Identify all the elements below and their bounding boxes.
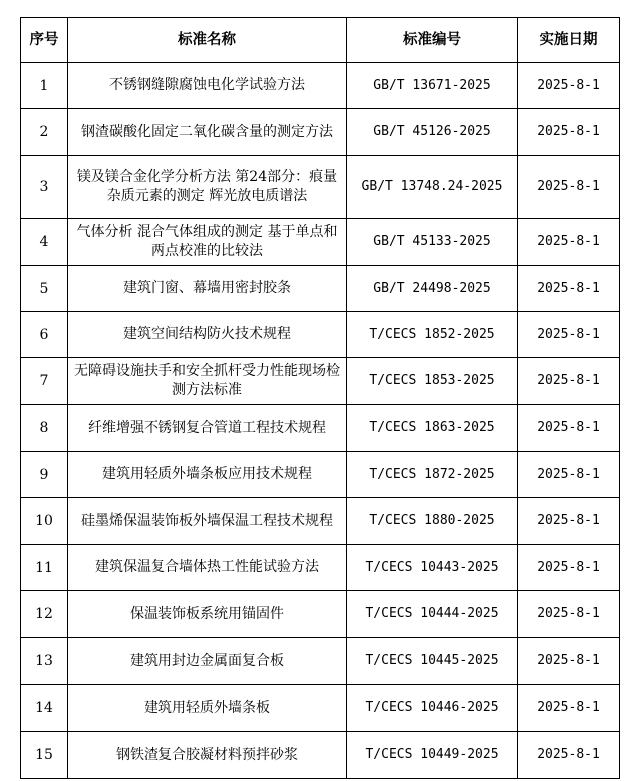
row-number: 11 <box>21 545 68 591</box>
row-standard-name: 纤维增强不锈钢复合管道工程技术规程 <box>68 405 347 452</box>
row-standard-code: T/CECS 1852-2025 <box>347 312 518 358</box>
row-number: 10 <box>21 498 68 545</box>
row-standard-code: T/CECS 1880-2025 <box>347 498 518 545</box>
row-standard-code: T/CECS 10445-2025 <box>347 638 518 685</box>
row-standard-code: GB/T 24498-2025 <box>347 266 518 312</box>
row-number: 7 <box>21 358 68 405</box>
table-header-row <box>21 18 620 63</box>
row-standard-name: 建筑用轻质外墙条板 <box>68 685 347 732</box>
row-standard-name: 建筑用轻质外墙条板应用技术规程 <box>68 452 347 498</box>
table-row <box>21 405 620 452</box>
table-row <box>21 591 620 638</box>
row-date: 2025-8-1 <box>518 732 620 779</box>
table-row <box>21 685 620 732</box>
row-standard-name: 建筑门窗、幕墙用密封胶条 <box>68 266 347 312</box>
row-date: 2025-8-1 <box>518 685 620 732</box>
row-standard-name: 不锈钢缝隙腐蚀电化学试验方法 <box>68 63 347 109</box>
row-date: 2025-8-1 <box>518 156 620 219</box>
row-date: 2025-8-1 <box>518 498 620 545</box>
row-standard-code: T/CECS 1863-2025 <box>347 405 518 452</box>
row-date: 2025-8-1 <box>518 452 620 498</box>
table-row <box>21 266 620 312</box>
row-date: 2025-8-1 <box>518 358 620 405</box>
row-date: 2025-8-1 <box>518 312 620 358</box>
row-number: 13 <box>21 638 68 685</box>
row-standard-code: GB/T 45133-2025 <box>347 219 518 266</box>
row-date: 2025-8-1 <box>518 638 620 685</box>
table-row <box>21 498 620 545</box>
row-date: 2025-8-1 <box>518 591 620 638</box>
row-standard-name: 气体分析 混合气体组成的测定 基于单点和两点校准的比较法 <box>68 219 347 266</box>
row-date: 2025-8-1 <box>518 405 620 452</box>
header-serial-number: 序号 <box>21 18 68 63</box>
row-standard-name: 无障碍设施扶手和安全抓杆受力性能现场检测方法标准 <box>68 358 347 405</box>
row-standard-name: 保温装饰板系统用锚固件 <box>68 591 347 638</box>
row-standard-name: 建筑用封边金属面复合板 <box>68 638 347 685</box>
row-number: 4 <box>21 219 68 266</box>
standards-table <box>20 17 620 779</box>
row-standard-code: T/CECS 1872-2025 <box>347 452 518 498</box>
row-date: 2025-8-1 <box>518 219 620 266</box>
table-row <box>21 156 620 219</box>
table-row <box>21 219 620 266</box>
table-row <box>21 63 620 109</box>
table-row <box>21 732 620 779</box>
row-standard-code: GB/T 13671-2025 <box>347 63 518 109</box>
table-row <box>21 452 620 498</box>
row-number: 1 <box>21 63 68 109</box>
row-standard-name: 建筑空间结构防火技术规程 <box>68 312 347 358</box>
row-date: 2025-8-1 <box>518 109 620 156</box>
row-standard-name: 建筑保温复合墙体热工性能试验方法 <box>68 545 347 591</box>
row-number: 3 <box>21 156 68 219</box>
header-standard-code: 标准编号 <box>347 18 518 63</box>
row-standard-code: GB/T 45126-2025 <box>347 109 518 156</box>
row-number: 5 <box>21 266 68 312</box>
row-number: 8 <box>21 405 68 452</box>
row-standard-code: T/CECS 1853-2025 <box>347 358 518 405</box>
row-number: 9 <box>21 452 68 498</box>
row-standard-name: 钢铁渣复合胶凝材料预拌砂浆 <box>68 732 347 779</box>
row-date: 2025-8-1 <box>518 266 620 312</box>
row-standard-code: T/CECS 10443-2025 <box>347 545 518 591</box>
row-standard-name: 镁及镁合金化学分析方法 第24部分：痕量杂质元素的测定 辉光放电质谱法 <box>68 156 347 219</box>
row-standard-code: T/CECS 10444-2025 <box>347 591 518 638</box>
row-date: 2025-8-1 <box>518 545 620 591</box>
row-number: 12 <box>21 591 68 638</box>
header-implementation-date: 实施日期 <box>518 18 620 63</box>
row-number: 6 <box>21 312 68 358</box>
row-standard-code: GB/T 13748.24-2025 <box>347 156 518 219</box>
row-standard-code: T/CECS 10449-2025 <box>347 732 518 779</box>
row-number: 14 <box>21 685 68 732</box>
row-number: 2 <box>21 109 68 156</box>
row-standard-name: 硅墨烯保温装饰板外墙保温工程技术规程 <box>68 498 347 545</box>
row-standard-name: 钢渣碳酸化固定二氧化碳含量的测定方法 <box>68 109 347 156</box>
table-row <box>21 312 620 358</box>
table-row <box>21 638 620 685</box>
table-row <box>21 109 620 156</box>
row-standard-code: T/CECS 10446-2025 <box>347 685 518 732</box>
row-date: 2025-8-1 <box>518 63 620 109</box>
table-row <box>21 545 620 591</box>
table-row <box>21 358 620 405</box>
header-standard-name: 标准名称 <box>68 18 347 63</box>
row-number: 15 <box>21 732 68 779</box>
